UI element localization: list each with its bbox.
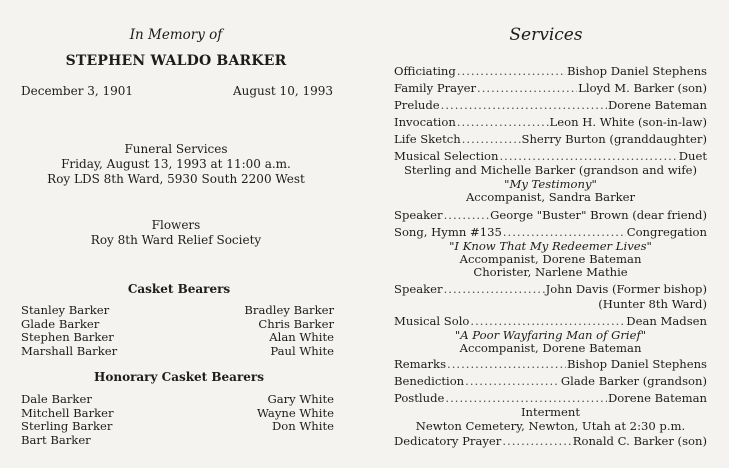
honorary-bearers-left (21, 393, 114, 447)
row-label: Benediction (394, 374, 465, 388)
list-item: Sterling Barker (21, 419, 113, 434)
program-row-musical-solo (394, 314, 707, 328)
funeral-heading: Funeral Services (124, 142, 228, 156)
flowers-provider: Roy 8th Ward Relief Society (90, 233, 262, 247)
program-row-postlude (394, 391, 707, 405)
program-row-family-prayer (394, 81, 707, 95)
program-row-life-sketch (394, 132, 707, 146)
casket-bearers-heading: Casket Bearers (127, 282, 231, 296)
row-label: Postlude (394, 391, 445, 405)
list-item: Wayne White (257, 405, 334, 420)
list-item: Stephen Barker (21, 330, 114, 345)
program-row-musical-selection (394, 149, 707, 163)
services-heading: Services (509, 25, 583, 45)
program-row-dedicatory-prayer (394, 434, 707, 448)
flowers-info (0, 218, 352, 248)
row-label: Song, Hymn #135 (394, 225, 502, 239)
life-dates (21, 84, 333, 98)
row-label: Remarks (394, 357, 447, 371)
honorary-bearers-heading: Honorary Casket Bearers (94, 370, 264, 384)
row-label: Dedicatory Prayer (394, 434, 502, 448)
funeral-datetime: Friday, August 13, 1993 at 11:00 a.m. (61, 157, 291, 171)
row-label: Speaker (394, 208, 443, 222)
birth-date: December 3, 1901 (21, 84, 134, 98)
list-item: Bart Barker (21, 432, 91, 447)
list-item: Mitchell Barker (21, 405, 114, 420)
interment-place: Newton Cemetery, Newton, Utah at 2:30 p.m. (415, 419, 686, 433)
list-item: Don White (271, 419, 334, 434)
solo-title: "A Poor Wayfaring Man of Grief" (454, 328, 647, 342)
row-value: Bishop Daniel Stephens (567, 357, 707, 371)
musical-selection-performers: Sterling and Michelle Barker (grandson and wife) (403, 163, 698, 177)
hymn-chorister: Chorister, Narlene Mathie (473, 265, 628, 279)
right-panel (360, 0, 729, 468)
list-item: Bradley Barker (244, 303, 334, 317)
program-row-invocation (394, 115, 707, 129)
funeral-location: Roy LDS 8th Ward, 5930 South 2200 West (47, 172, 305, 186)
row-label: Speaker (394, 282, 443, 296)
row-label: Invocation (394, 115, 456, 129)
musical-selection-accompanist: Accompanist, Sandra Barker (465, 190, 636, 204)
row-value: Duet (678, 149, 707, 163)
row-value: Bishop Daniel Stephens (567, 64, 707, 78)
left-panel (0, 0, 360, 468)
list-item: Paul White (270, 343, 334, 358)
hymn-accompanist: Accompanist, Dorene Bateman (459, 252, 642, 266)
solo-accompanist: Accompanist, Dorene Bateman (459, 341, 642, 355)
row-label: Musical Selection (394, 149, 499, 163)
row-value: Glade Barker (grandson) (560, 374, 707, 388)
list-item: Dale Barker (21, 392, 92, 406)
honorary-bearers-list (21, 393, 334, 447)
program-row-remarks (394, 357, 707, 371)
row-label: Officiating (394, 64, 456, 78)
flowers-heading: Flowers (151, 218, 201, 232)
casket-bearers-left (21, 304, 117, 358)
row-value: Dean Madsen (626, 314, 707, 328)
list-item: Glade Barker (21, 316, 100, 331)
program-row-benediction (394, 374, 707, 388)
interment-heading: Interment (520, 405, 581, 419)
list-item: Gary White (267, 392, 334, 406)
death-date: August 10, 1993 (232, 84, 333, 98)
honorary-bearers-right (257, 393, 334, 447)
funeral-services-info (0, 142, 352, 187)
list-item: Alan White (269, 330, 334, 345)
in-memory-heading: In Memory of (129, 27, 223, 43)
list-item: Marshall Barker (21, 343, 118, 358)
row-value: Dorene Bateman (607, 98, 707, 112)
row-label: Musical Solo (394, 314, 470, 328)
list-item: Chris Barker (258, 316, 334, 331)
row-value: John Davis (Former bishop) (545, 282, 707, 296)
program-row-song (394, 225, 707, 239)
list-item: Stanley Barker (21, 303, 110, 317)
program-row-prelude (394, 98, 707, 112)
row-value: Lloyd M. Barker (son) (578, 81, 707, 95)
hymn-title: "I Know That My Redeemer Lives" (449, 239, 652, 253)
speaker-note: (Hunter 8th Ward) (598, 297, 707, 311)
row-label: Life Sketch (394, 132, 461, 146)
row-value: Ronald C. Barker (son) (572, 434, 707, 448)
deceased-name: STEPHEN WALDO BARKER (65, 53, 287, 69)
row-value: Dorene Bateman (607, 391, 707, 405)
casket-bearers-list (21, 304, 334, 358)
program-row-speaker (394, 208, 707, 222)
row-value: George "Buster" Brown (dear friend) (490, 208, 707, 222)
musical-selection-title: "My Testimony" (504, 177, 597, 191)
program-row-speaker (394, 282, 707, 296)
row-label: Family Prayer (394, 81, 477, 95)
row-value: Congregation (626, 225, 707, 239)
casket-bearers-right (244, 304, 334, 358)
row-value: Leon H. White (son-in-law) (549, 115, 707, 129)
row-label: Prelude (394, 98, 440, 112)
program-row-officiating (394, 64, 707, 78)
row-value: Sherry Burton (granddaughter) (521, 132, 707, 146)
